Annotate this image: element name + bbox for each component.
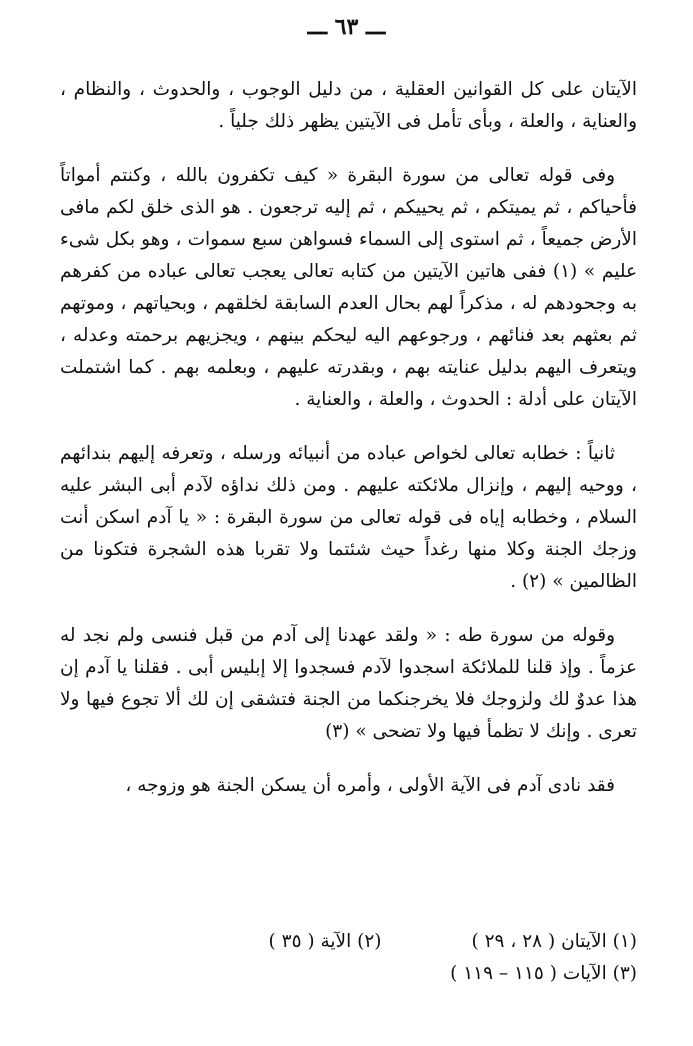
body-text <box>60 74 637 824</box>
footnote-row <box>60 958 637 990</box>
footnote-3: (٣) الآيات ( ١١٥ – ١١٩ ) <box>450 963 637 984</box>
paragraph: وفى قوله تعالى من سورة البقرة « كيف تكفرون بالله ، وكنتم أمواتاً فأحياكم ، ثم يميتكم ، ثم يحييكم ، ثم إليه ترجعون . هو الذى خلق لكم مافى الأرض جميعاً ، ثم استوى إلى السماء فسواهن سبع سموات ، وهو بكل شىء عليم » (١) ففى هاتين الآيتين من كتابه تعالى يعجب تعالى عباده من كفرهم به وجحودهم له ، مذكراً لهم بحال العدم السابقة لخلقهم ، وبحياتهم ، وموتهم ثم بعثهم بعد فنائهم ، ورجوعهم اليه ليحكم بينهم ، ويجزيهم برحمته وعدله ، ويتعرف اليهم بدليل عنايته بهم ، وبقدرته عليهم ، وبعلمه بهم . كما اشتملت الآيتان على أدلة : الحدوث ، والعلة ، والعناية . <box>60 165 637 410</box>
paragraph: وقوله من سورة طه : « ولقد عهدنا إلى آدم من قبل فنسى ولم نجد له عزماً . وإذ قلنا للملائكة اسجدوا لآدم فسجدوا إلا إبليس أبى . فقلنا يا آدم إن هذا عدوٌ لك ولزوجك فلا يخرجنكما من الجنة فتشقى إن لك ألا تجوع فيها ولا تعرى . وإنك لا تظمأ فيها ولا تضحى » (٣) <box>60 625 637 742</box>
paragraph: الآيتان على كل القوانين العقلية ، من دليل الوجوب ، والحدوث ، والنظام ، والعناية ، والعلة ، وبأى تأمل فى الآيتين يظهر ذلك جلياً . <box>60 79 637 132</box>
page-number: ـــ ٦٣ ـــ <box>307 14 386 40</box>
footnote-2: (٢) الآية ( ٣٥ ) <box>268 931 382 952</box>
footnote-1: (١) الآيتان ( ٢٨ ، ٢٩ ) <box>471 931 637 952</box>
footnote-row <box>60 926 637 958</box>
paragraph: فقد نادى آدم فى الآية الأولى ، وأمره أن يسكن الجنة هو وزوجه ، <box>125 775 615 796</box>
paragraph: ثانياً : خطابه تعالى لخواص عباده من أنبيائه ورسله ، وتعرفه إليهم بندائهم ، ووحيه إليهم ، وإنزال ملائكته عليهم . ومن ذلك نداؤه لآدم أبى البشر عليه السلام ، وخطابه إياه فى قوله تعالى من سورة البقرة : « يا آدم اسكن أنت وزجك الجنة وكلا منها رغداً حيث شئتما ولا تقربا هذه الشجرة فتكونا من الظالمين » (٢) . <box>60 443 637 592</box>
footnotes <box>60 926 637 990</box>
